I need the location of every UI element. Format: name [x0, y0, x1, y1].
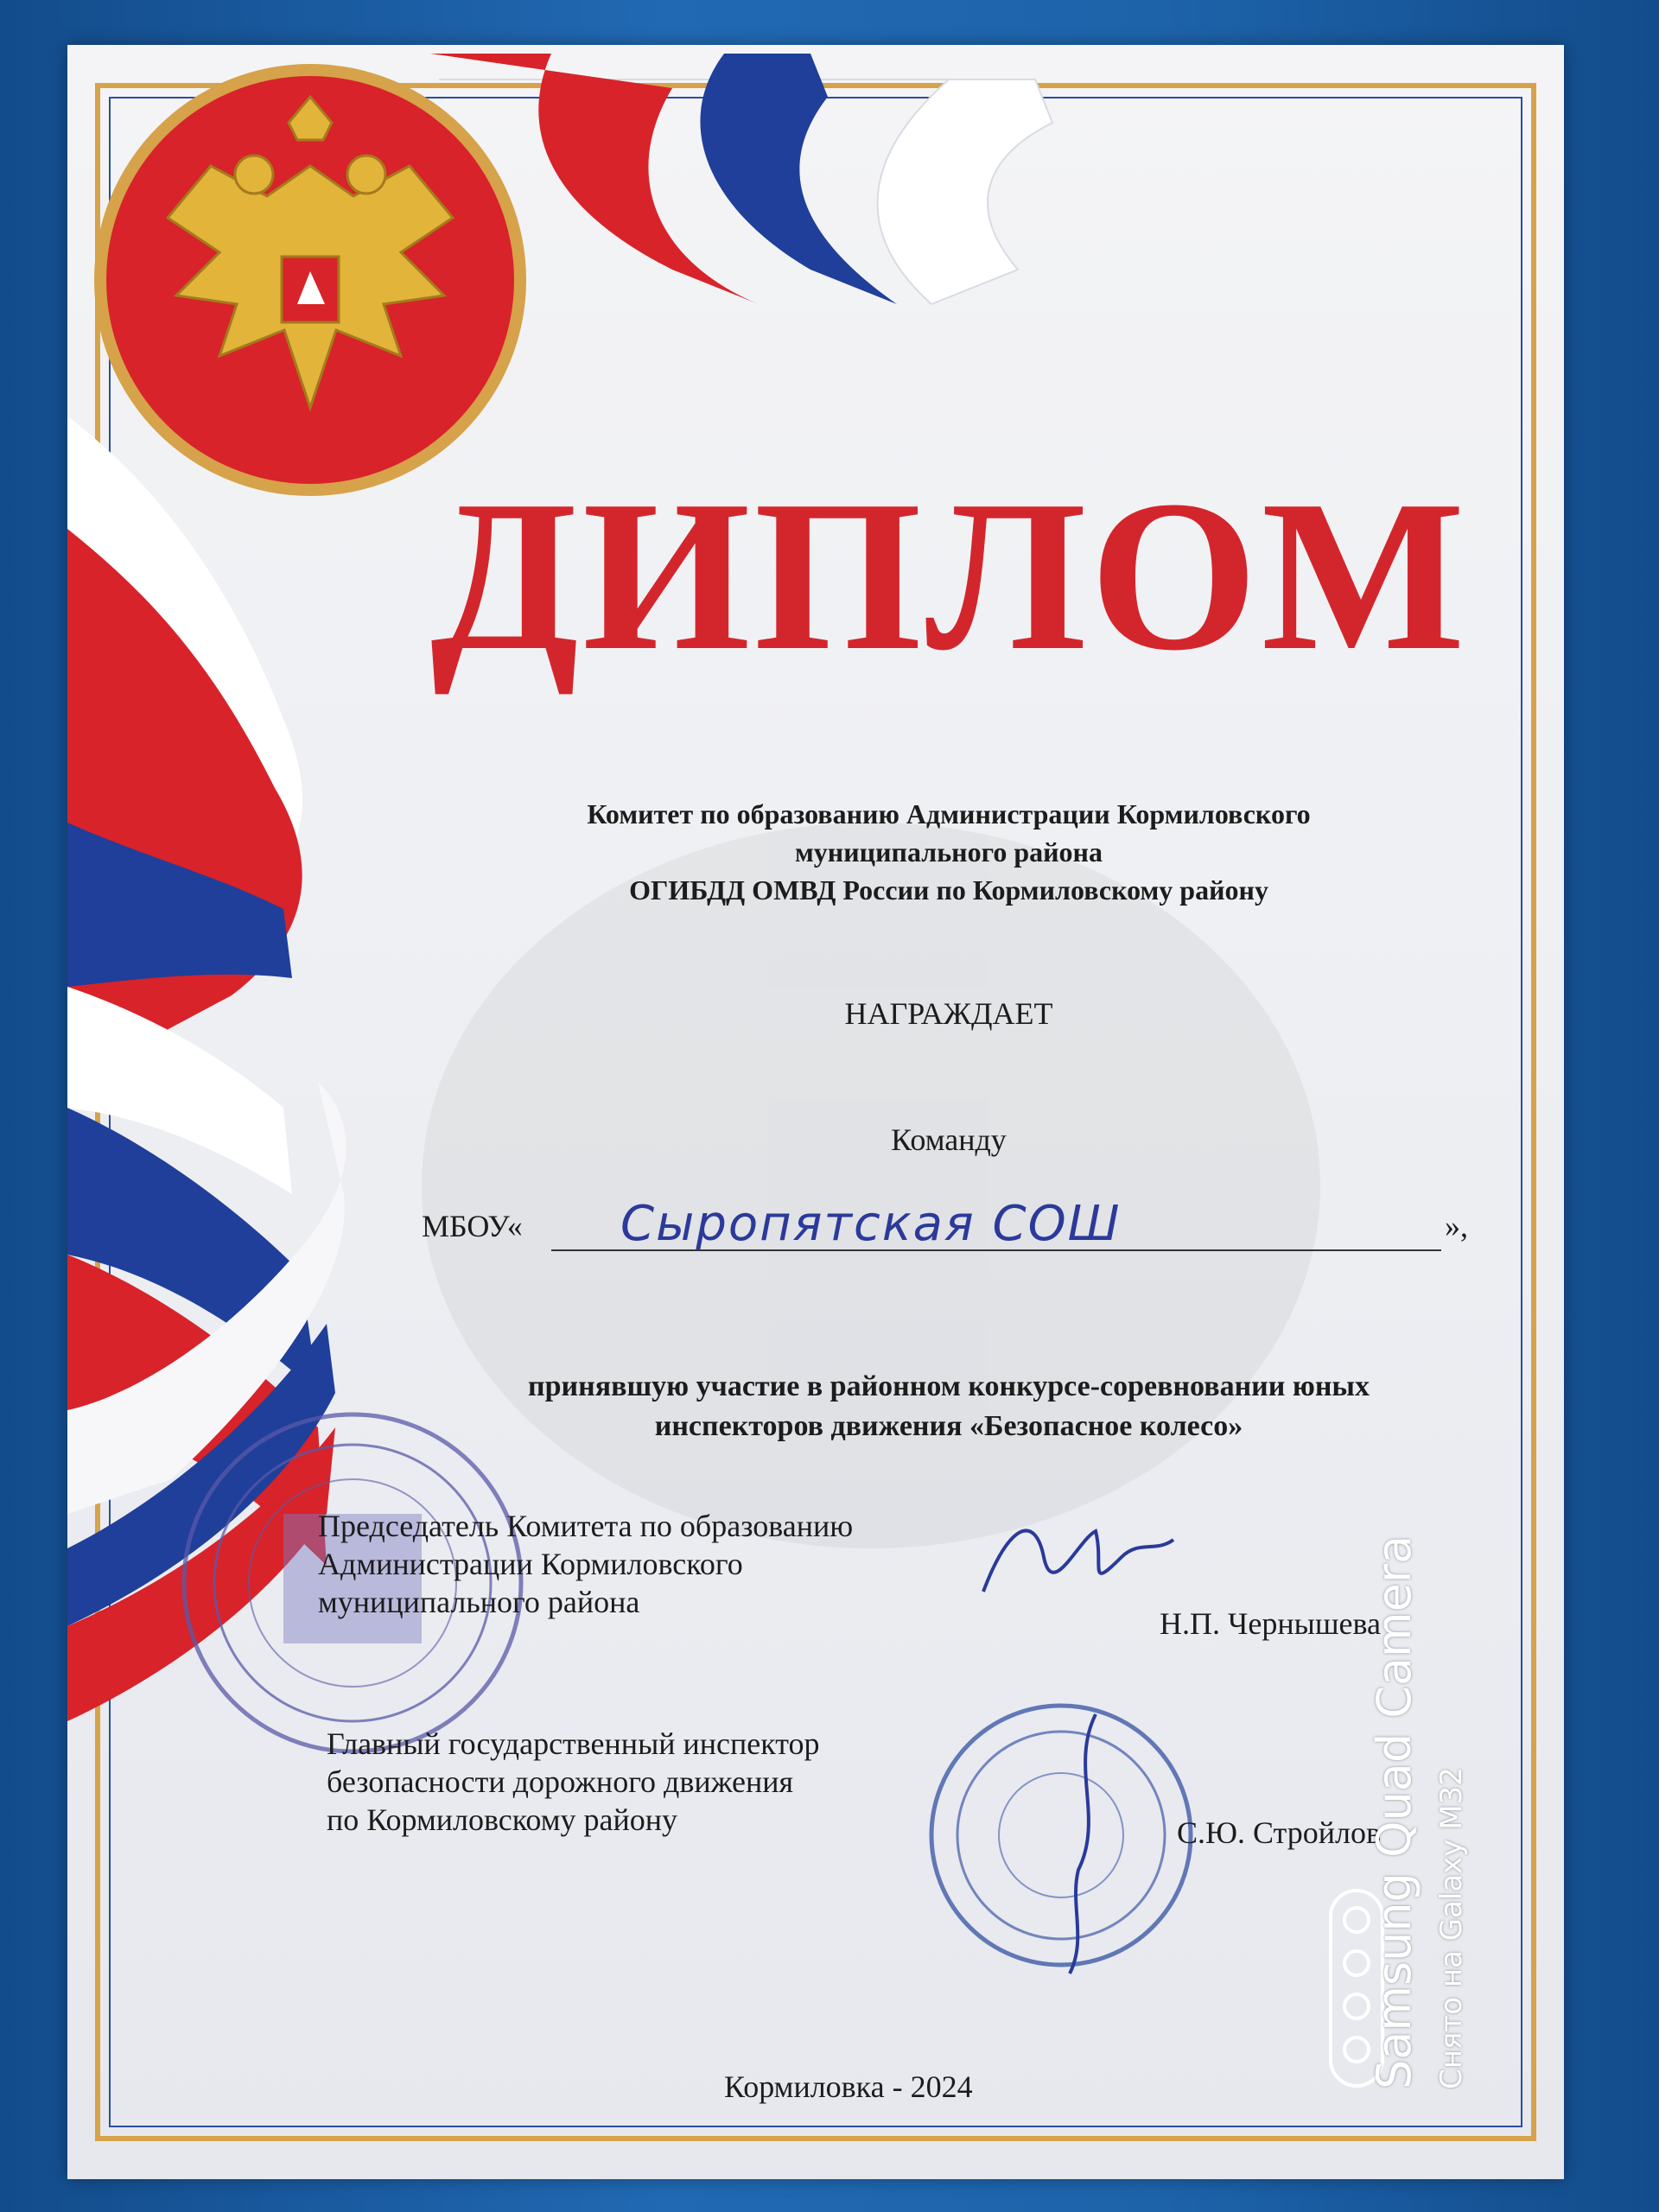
organizer-line: ОГИБДД ОМВД России по Кормиловскому району	[629, 874, 1268, 906]
organizers-block	[344, 795, 1554, 909]
school-suffix: »,	[1445, 1209, 1468, 1243]
diploma-title: ДИПЛОМ	[430, 456, 1469, 696]
diploma-paper	[67, 45, 1564, 2179]
signatory-2-position	[327, 1725, 820, 1839]
school-prefix: МБОУ«	[422, 1209, 523, 1243]
organizer-line: Комитет по образованию Администрации Кормиловского	[587, 798, 1311, 830]
position-line: Председатель Комитета по образованию	[318, 1509, 854, 1543]
signatory-1-position	[318, 1507, 853, 1621]
signatory-2-name: С.Ю. Стройлов	[1177, 1815, 1381, 1850]
coat-of-arms-emblem	[81, 45, 531, 503]
police-stamp	[923, 1697, 1199, 1982]
signature-1	[975, 1505, 1182, 1609]
camera-watermark-subtitle: Снято на Galaxy M32	[1434, 1767, 1469, 2089]
camera-watermark-title: Samsung Quad Camera	[1367, 1535, 1421, 2089]
school-row	[422, 1196, 1493, 1252]
signatory-1-name: Н.П. Чернышева	[1160, 1606, 1382, 1641]
position-line: Администрации Кормиловского	[318, 1547, 743, 1581]
position-line: по Кормиловскому району	[327, 1802, 677, 1837]
city-year: Кормиловка - 2024	[724, 2069, 973, 2104]
position-line: безопасности дорожного движения	[327, 1764, 794, 1799]
team-label: Команду	[891, 1122, 1007, 1157]
awards-heading: НАГРАЖДАЕТ	[844, 996, 1053, 1031]
organizer-line: муниципального района	[795, 836, 1103, 868]
participation-line: принявшую участие в районном конкурсе-соревновании юных	[528, 1370, 1370, 1402]
position-line: Главный государственный инспектор	[327, 1726, 820, 1761]
participation-line: инспекторов движения «Безопасное колесо»	[654, 1410, 1243, 1442]
school-name-handwritten: Сыропятская СОШ	[620, 1196, 1122, 1252]
position-line: муниципального района	[318, 1585, 640, 1619]
